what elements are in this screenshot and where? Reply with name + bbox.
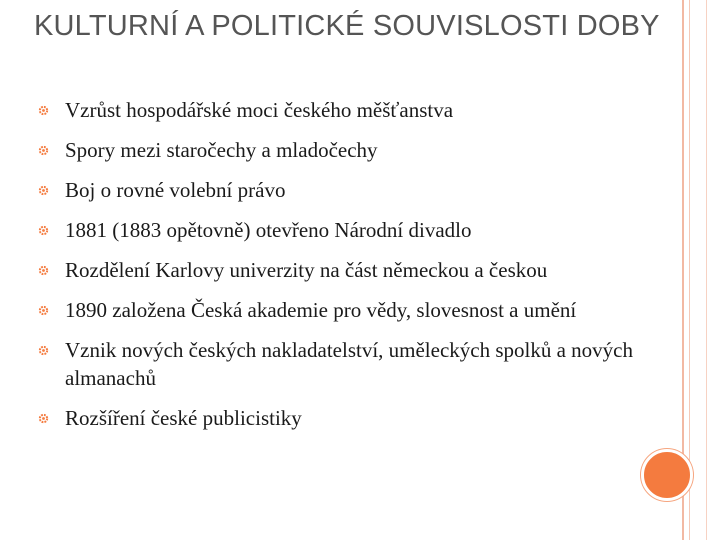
gear-bullet-icon — [38, 185, 49, 196]
decorative-circle — [641, 449, 693, 501]
list-item — [38, 216, 638, 244]
list-item — [38, 176, 638, 204]
gear-bullet-icon — [38, 145, 49, 156]
decorative-rule — [689, 0, 690, 540]
list-item-text: Vzrůst hospodářské moci českého měšťanstva — [65, 98, 454, 122]
list-item-text: Rozdělení Karlovy univerzity na část německou a českou — [65, 258, 548, 282]
bullet-list — [38, 96, 638, 444]
list-item — [38, 256, 638, 284]
list-item — [38, 296, 638, 324]
gear-bullet-icon — [38, 265, 49, 276]
list-item-text: Spory mezi staročechy a mladočechy — [65, 138, 378, 162]
gear-bullet-icon — [38, 413, 49, 424]
list-item — [38, 96, 638, 124]
gear-bullet-icon — [38, 105, 49, 116]
list-item — [38, 136, 638, 164]
list-item-text: 1890 založena Česká akademie pro vědy, slovesnost a umění — [65, 298, 577, 322]
gear-bullet-icon — [38, 305, 49, 316]
list-item-text: Vznik nových českých nakladatelství, uměleckých spolků a nových almanachů — [65, 338, 634, 390]
list-item-text: Rozšíření české publicistiky — [65, 406, 302, 430]
gear-bullet-icon — [38, 345, 49, 356]
slide-title: KULTURNÍ A POLITICKÉ SOUVISLOSTI DOBY — [34, 10, 660, 42]
decorative-rule — [706, 0, 707, 540]
list-item — [38, 336, 638, 392]
list-item-text: 1881 (1883 opětovně) otevřeno Národní divadlo — [65, 218, 472, 242]
list-item — [38, 404, 638, 432]
gear-bullet-icon — [38, 225, 49, 236]
list-item-text: Boj o rovné volební právo — [65, 178, 286, 202]
